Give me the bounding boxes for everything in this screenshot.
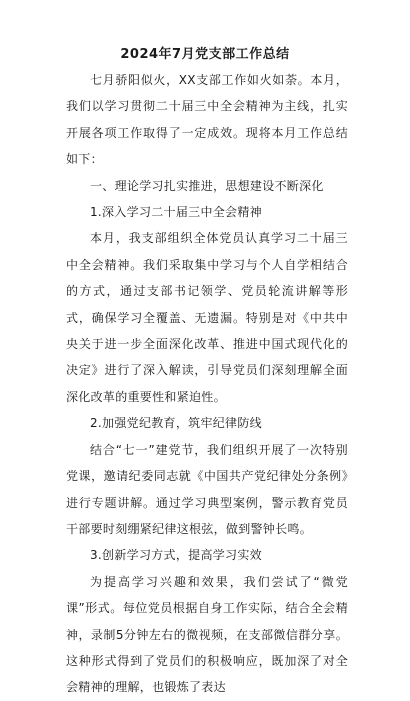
item-body-1: 本月，我支部组织全体党员认真学习二十届三中全会精神。我们采取集中学习与个人自学相结合的方式，通过支部书记领学、党员轮流讲解等形式，确保学习全覆盖、无遗漏。特别是对《中共中央关于进一步全面深化改革、推进中国式现代化的决定》进行了深入解读，引导党员们深刻理解全面深化改革的重要性和紧迫性。 [66, 231, 348, 404]
document-title: 2024年7月党支部工作总结 [120, 47, 290, 62]
item-body-2: 结合“七一”建党节，我们组织开展了一次特别党课，邀请纪委同志就《中国共产党纪律处分条例》进行专题讲解。通过学习典型案例，警示教育党员干部要时刻绷紧纪律这根弦，做到警钟长鸣。 [66, 442, 348, 536]
item-body-3: 为提高学习兴趣和效果，我们尝试了“微党课”形式。每位党员根据自身工作实际，结合全会精神，录制5分钟左右的微视频，在支部微信群分享。这种形式得到了党员们的积极响应，既加深了对全会精神的理解，也锻炼了表达 [66, 574, 348, 695]
item-heading-1: 1.深入学习二十届三中全会精神 [90, 205, 262, 220]
document-body [66, 67, 348, 701]
item-heading-2: 2.加强党纪教育，筑牢纪律防线 [90, 416, 262, 431]
section-heading-1: 一、理论学习扎实推进，思想建设不断深化 [90, 178, 324, 193]
item-heading-3: 3.创新学习方式，提高学习实效 [90, 548, 262, 563]
intro-paragraph: 七月骄阳似火，XX支部工作如火如荼。本月，我们以学习贯彻二十届三中全会精神为主线，扎实开展各项工作取得了一定成效。现将本月工作总结如下： [66, 73, 348, 167]
